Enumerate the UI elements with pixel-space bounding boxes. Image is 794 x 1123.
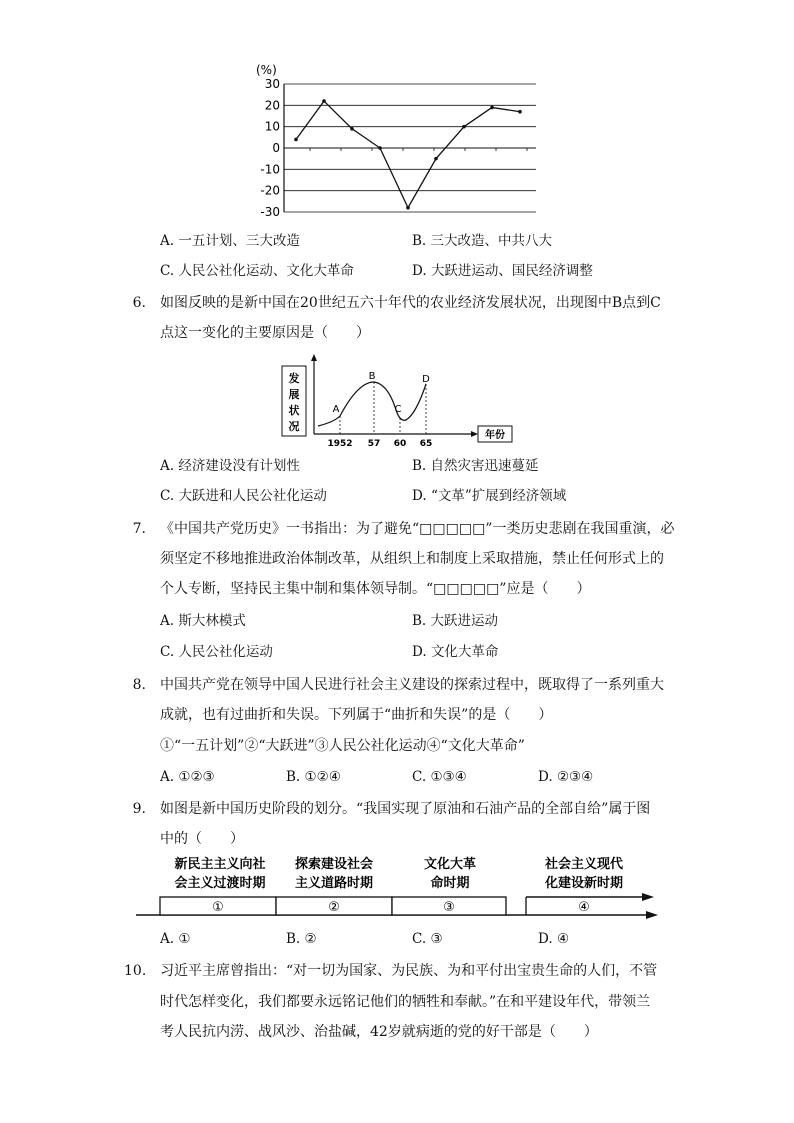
top-line-chart — [240, 58, 550, 220]
period-4-line2: 化建设新时期 — [544, 876, 624, 891]
q9-stem-line2: 中的（ ） — [160, 831, 244, 847]
q7-option-a[interactable]: A. 斯大林模式 — [160, 613, 246, 629]
data-point — [378, 146, 382, 150]
q7-stem-line3: 个人专断，坚持民主集中制和集体领导制。“□□□□□”应是（ ） — [160, 581, 591, 597]
period-4-line1: 社会主义现代 — [544, 857, 624, 872]
x-tick-65: 65 — [419, 439, 433, 449]
q7-stem-line1: 《中国共产党历史》一书指出：为了避免“□□□□□”一类历史悲剧在我国重演，必 — [160, 521, 675, 537]
q7-option-c[interactable]: C. 人民公社化运动 — [160, 644, 273, 660]
q9-option-d[interactable]: D. ④ — [538, 931, 570, 947]
y-label-char: 状 — [288, 404, 300, 417]
period-4-mark: ④ — [578, 900, 590, 915]
period-3-mark: ③ — [443, 900, 455, 915]
q9-period-timeline — [134, 852, 662, 924]
point-label-a: A — [332, 404, 340, 415]
q5-option-c[interactable]: C. 人民公社化运动、文化大革命 — [160, 263, 354, 279]
q5-option-d[interactable]: D. 大跃进运动、国民经济调整 — [412, 263, 593, 279]
q8-number: 8. — [132, 677, 146, 693]
period-1-line1: 新民主主义向社 — [174, 857, 266, 872]
y-label-char: 展 — [288, 388, 300, 401]
period-2-mark: ② — [328, 900, 340, 915]
q8-option-b[interactable]: B. ①②④ — [286, 769, 341, 785]
q10-stem-line3: 考人民抗内涝、战风沙、治盐碱，42岁就病逝的党的好干部是（ ） — [160, 1024, 598, 1040]
q9-option-b[interactable]: B. ② — [286, 931, 317, 947]
data-point — [462, 125, 466, 129]
y-label-char: 发 — [288, 372, 300, 385]
data-point — [490, 106, 494, 110]
data-point — [294, 138, 298, 142]
q9-option-c[interactable]: C. ③ — [412, 931, 443, 947]
q9-stem-line1: 如图是新中国历史阶段的划分。“我国实现了原油和石油产品的全部自给”属于图 — [160, 801, 651, 817]
q7-option-d[interactable]: D. 文化大革命 — [412, 644, 499, 660]
y-tick-label: 0 — [272, 141, 280, 155]
timeline-lower-arrow — [646, 911, 658, 919]
point-label-d: D — [422, 374, 430, 385]
q8-stem-line3: ①“一五计划”②“大跃进”③人民公社化运动④“文化大革命” — [160, 738, 525, 754]
y-tick-label: 20 — [264, 98, 280, 113]
period-1-mark: ① — [212, 900, 224, 915]
point-label-b: B — [368, 371, 376, 382]
q8-stem-line2: 成就，也有过曲折和失误。下列属于“曲折和失误”的是（ ） — [160, 707, 553, 723]
y-tick-label: -30 — [260, 205, 280, 219]
q9-option-a[interactable]: A. ① — [160, 931, 191, 947]
period-3-line1: 文化大革 — [423, 857, 477, 872]
y-label-char: 况 — [288, 420, 300, 433]
q10-stem-line1: 习近平主席曾指出：“对一切为国家、为民族、为和平付出宝贵生命的人们，不管 — [160, 963, 658, 979]
data-point — [350, 127, 354, 131]
y-tick-label: 30 — [264, 77, 280, 91]
q8-option-d[interactable]: D. ②③④ — [538, 769, 594, 785]
period-3-line2: 命时期 — [430, 876, 470, 891]
data-point — [406, 206, 410, 210]
q8-option-a[interactable]: A. ①②③ — [160, 769, 215, 785]
y-tick-label: -10 — [260, 162, 280, 177]
q5-option-a[interactable]: A. 一五计划、三大改造 — [160, 233, 300, 249]
x-axis-arrow — [471, 431, 478, 437]
y-tick-label: 10 — [264, 119, 280, 134]
point-label-c: C — [394, 404, 402, 415]
q6-stem-line1: 如图反映的是新中国在20世纪五六十年代的农业经济发展状况，出现图中B点到C — [160, 295, 661, 311]
y-unit-label: (%) — [256, 63, 277, 77]
q7-stem-line2: 须坚定不移地推进政治体制改革，从组织上和制度上采取措施，禁止任何形式上的 — [160, 551, 664, 567]
q9-number: 9. — [132, 801, 146, 817]
x-tick-1952: 1952 — [327, 439, 353, 449]
x-tick-57: 57 — [367, 439, 381, 449]
timeline-upper-arrow — [642, 893, 654, 901]
q6-option-c[interactable]: C. 大跃进和人民公社化运动 — [160, 488, 327, 504]
x-label: 年份 — [485, 430, 505, 441]
y-tick-label: -20 — [260, 183, 280, 198]
q8-stem-line1: 中国共产党在领导中国人民进行社会主义建设的探索过程中，既取得了一系列重大 — [160, 677, 664, 693]
q6-option-a[interactable]: A. 经济建设没有计划性 — [160, 458, 300, 474]
y-axis-arrow — [311, 354, 317, 361]
q8-option-c[interactable]: C. ①③④ — [412, 769, 467, 785]
period-2-line2: 主义道路时期 — [294, 876, 374, 891]
q6-option-d[interactable]: D. “文革”扩展到经济领域 — [412, 488, 567, 504]
q6-number: 6. — [132, 295, 146, 311]
data-point — [322, 99, 326, 103]
x-tick-60: 60 — [393, 439, 407, 449]
q6-development-chart — [278, 352, 518, 452]
data-point — [518, 110, 522, 114]
period-2-line1: 探索建设社会 — [294, 857, 374, 872]
series-line — [296, 101, 520, 208]
q10-stem-line2: 时代怎样变化，我们都要永远铭记他们的牺牲和奉献。”在和平建设年代，带领兰 — [160, 994, 651, 1010]
q7-option-b[interactable]: B. 大跃进运动 — [412, 613, 499, 629]
q5-option-b[interactable]: B. 三大改造、中共八大 — [412, 233, 553, 249]
q6-stem-line2: 点这一变化的主要原因是（ ） — [160, 325, 370, 341]
q6-option-b[interactable]: B. 自然灾害迅速蔓延 — [412, 458, 539, 474]
q10-number: 10. — [124, 963, 147, 979]
q7-number: 7. — [132, 521, 146, 537]
data-point — [434, 157, 438, 161]
period-1-line2: 会主义过渡时期 — [174, 876, 266, 891]
